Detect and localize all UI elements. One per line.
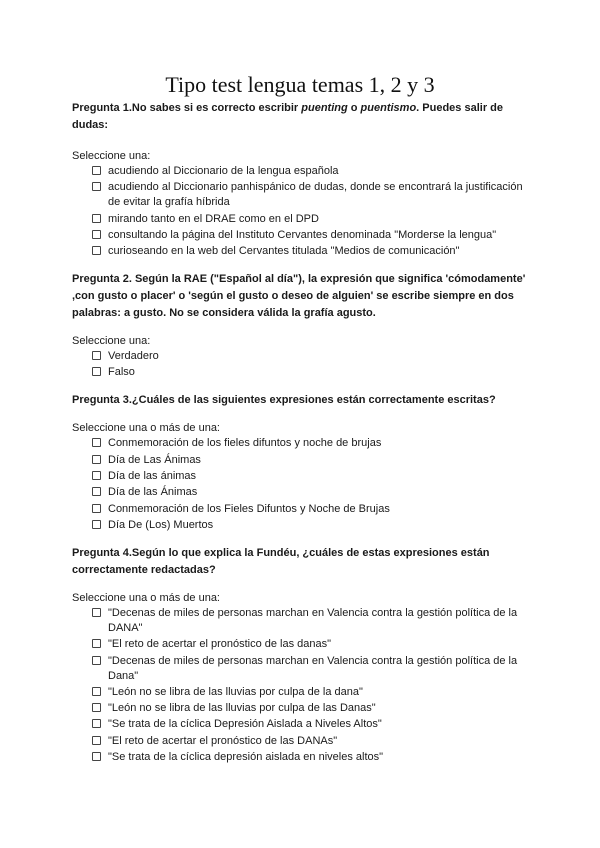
question-4-options [72, 606, 528, 765]
checkbox[interactable] [92, 246, 101, 255]
option[interactable]: curioseando en la web del Cervantes titulada "Medios de comunicación" [92, 244, 528, 259]
checkbox[interactable] [92, 214, 101, 223]
checkbox[interactable] [92, 182, 101, 191]
checkbox[interactable] [92, 703, 101, 712]
option[interactable]: Falso [92, 365, 528, 380]
checkbox[interactable] [92, 504, 101, 513]
question-4-text: Pregunta 4.Según lo que explica la Fundéu, ¿cuáles de estas expresiones están correctamente redactadas? [72, 546, 490, 576]
option[interactable]: "León no se libra de las lluvias por culpa de la dana" [92, 685, 528, 700]
checkbox[interactable] [92, 752, 101, 761]
question-1 [72, 100, 528, 259]
checkbox[interactable] [92, 455, 101, 464]
option[interactable]: "Decenas de miles de personas marchan en Valencia contra la gestión política de la Dana" [92, 654, 528, 684]
question-2-instruction: Seleccione una: [72, 335, 151, 348]
option[interactable]: Verdadero [92, 349, 528, 364]
checkbox[interactable] [92, 166, 101, 175]
question-1-instruction: Seleccione una: [72, 150, 151, 162]
question-1-options [72, 164, 528, 259]
option[interactable]: mirando tanto en el DRAE como en el DPD [92, 212, 528, 227]
question-3-instruction: Seleccione una o más de una: [72, 422, 220, 435]
question-4-instruction: Seleccione una o más de una: [72, 591, 220, 604]
question-3 [72, 392, 528, 532]
question-4 [72, 545, 528, 765]
option[interactable]: "Decenas de miles de personas marchan en Valencia contra la gestión política de la DANA" [92, 606, 528, 636]
option[interactable]: Día de las Ánimas [92, 485, 528, 500]
question-2-options [72, 349, 528, 380]
option[interactable]: Conmemoración de los Fieles Difuntos y Noche de Brujas [92, 502, 528, 517]
option[interactable]: Día De (Los) Muertos [92, 518, 528, 533]
question-3-options [72, 436, 528, 532]
checkbox[interactable] [92, 520, 101, 529]
option[interactable]: "León no se libra de las lluvias por culpa de las Danas" [92, 701, 528, 716]
checkbox[interactable] [92, 736, 101, 745]
checkbox[interactable] [92, 719, 101, 728]
checkbox[interactable] [92, 367, 101, 376]
document-title: Tipo test lengua temas 1, 2 y 3 [165, 72, 435, 97]
checkbox[interactable] [92, 639, 101, 648]
checkbox[interactable] [92, 438, 101, 447]
checkbox[interactable] [92, 687, 101, 696]
option[interactable]: acudiendo al Diccionario de la lengua española [92, 164, 528, 179]
option[interactable]: "El reto de acertar el pronóstico de las DANAs" [92, 734, 528, 749]
option[interactable]: "Se trata de la cíclica depresión aislada en niveles altos" [92, 750, 528, 765]
checkbox[interactable] [92, 656, 101, 665]
question-2-text: Pregunta 2. Según la RAE ("Español al día"), la expresión que significa 'cómodamente' ,con gusto o placer' o 'según el gusto o deseo de alguien' se escribe siempre en dos palabras: a gusto. No se considera válida la grafía agusto. [72, 273, 526, 320]
checkbox[interactable] [92, 351, 101, 360]
option[interactable]: acudiendo al Diccionario panhispánico de dudas, donde se encontrará la justificación de evitar la grafía híbrida [92, 180, 528, 210]
option[interactable]: Día de las ánimas [92, 469, 528, 484]
checkbox[interactable] [92, 471, 101, 480]
option[interactable]: Día de Las Ánimas [92, 453, 528, 468]
checkbox[interactable] [92, 230, 101, 239]
question-3-text: Pregunta 3.¿Cuáles de las siguientes expresiones están correctamente escritas? [72, 394, 496, 407]
option[interactable]: consultando la página del Instituto Cervantes denominada "Morderse la lengua" [92, 228, 528, 243]
checkbox[interactable] [92, 608, 101, 617]
option[interactable]: Conmemoración de los fieles difuntos y noche de brujas [92, 436, 528, 451]
checkbox[interactable] [92, 487, 101, 496]
question-2 [72, 271, 528, 380]
option[interactable]: "El reto de acertar el pronóstico de las danas" [92, 637, 528, 652]
option[interactable]: "Se trata de la cíclica Depresión Aislada a Niveles Altos" [92, 717, 528, 732]
question-1-text: Pregunta 1.No sabes si es correcto escribir puenting o puentismo. Puedes salir de dudas: [72, 102, 503, 131]
